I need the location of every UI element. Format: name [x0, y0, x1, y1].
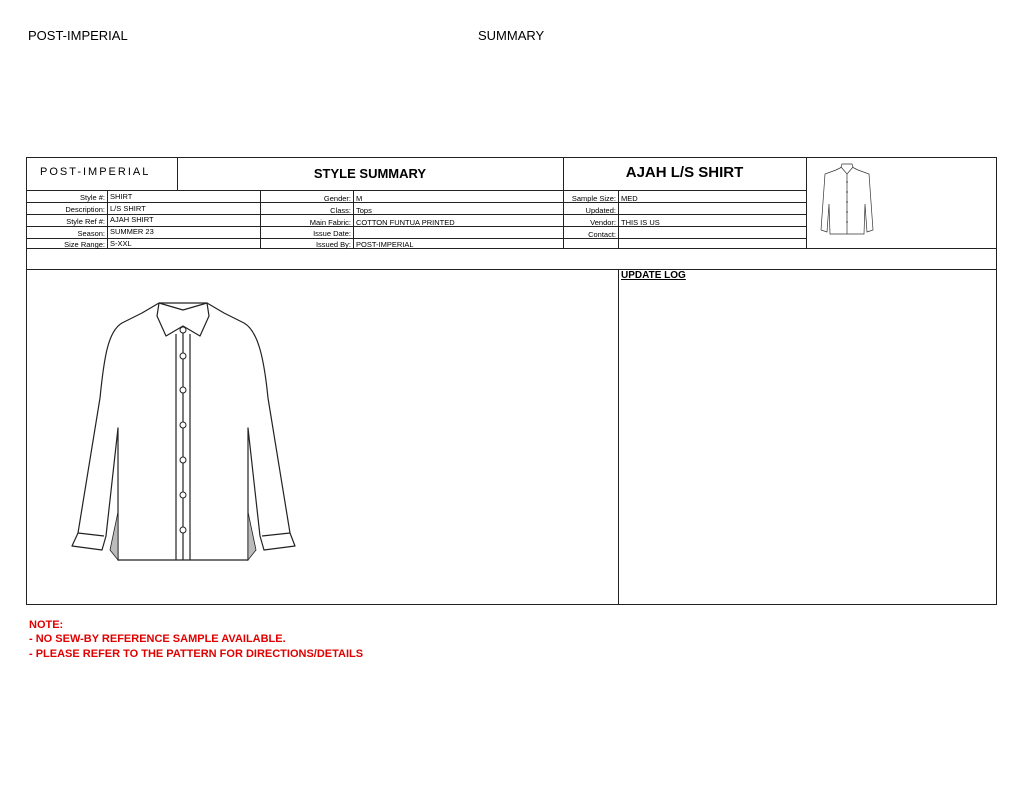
- page-title: SUMMARY: [478, 28, 545, 43]
- sample-size-label: Sample Size:: [571, 194, 616, 203]
- blank-row-divider: [26, 269, 997, 270]
- logo: POST-IMPERIAL: [40, 166, 151, 178]
- style-ref-value: AJAH SHIRT: [110, 215, 154, 224]
- shirt-sketch-icon: [68, 298, 300, 568]
- brand-name: POST-IMPERIAL: [28, 28, 128, 43]
- gender-value: M: [356, 194, 363, 203]
- vendor-value: THIS IS US: [621, 218, 660, 227]
- header-divider: [26, 190, 806, 191]
- main-fabric-value: COTTON FUNTUA PRINTED: [356, 218, 455, 227]
- style-name: AJAH L/S SHIRT: [625, 164, 744, 181]
- note-heading: NOTE:: [29, 619, 64, 631]
- main-fabric-label: Main Fabric:: [309, 218, 351, 227]
- label-divider: [618, 190, 619, 248]
- label-divider: [107, 190, 108, 248]
- sheet-title: STYLE SUMMARY: [313, 166, 427, 181]
- vendor-label: Vendor:: [590, 218, 616, 227]
- row-divider: [26, 238, 806, 239]
- row-divider: [26, 202, 806, 203]
- description-value: L/S SHIRT: [110, 204, 146, 213]
- updated-label: Updated:: [585, 206, 616, 215]
- sample-size-value: MED: [621, 194, 638, 203]
- update-log-title: UPDATE LOG: [621, 270, 686, 281]
- update-log-divider: [618, 269, 619, 605]
- note-line: - NO SEW-BY REFERENCE SAMPLE AVAILABLE.: [29, 633, 286, 645]
- column-divider: [260, 190, 261, 248]
- contact-label: Contact:: [588, 230, 616, 239]
- gender-label: Gender:: [323, 194, 351, 203]
- shirt-thumbnail-icon: [812, 160, 882, 240]
- issued-by-value: POST-IMPERIAL: [356, 240, 414, 249]
- issued-by-label: Issued By:: [315, 240, 351, 249]
- issue-date-label: Issue Date:: [313, 229, 351, 238]
- season-value: SUMMER 23: [110, 227, 154, 236]
- note-line: - PLEASE REFER TO THE PATTERN FOR DIRECTIONS/DETAILS: [29, 648, 364, 660]
- class-label: Class:: [330, 206, 351, 215]
- class-value: Tops: [356, 206, 372, 215]
- description-label: Description:: [65, 205, 105, 214]
- header-bottom-divider: [26, 248, 997, 249]
- season-label: Season:: [77, 229, 105, 238]
- thumbnail-divider: [806, 157, 807, 248]
- style-number-label: Style #:: [79, 193, 105, 202]
- style-ref-label: Style Ref #:: [66, 217, 105, 226]
- label-divider: [353, 190, 354, 248]
- size-range-value: S-XXL: [110, 239, 132, 248]
- style-number-value: SHIRT: [110, 192, 133, 201]
- size-range-label: Size Range:: [64, 240, 105, 249]
